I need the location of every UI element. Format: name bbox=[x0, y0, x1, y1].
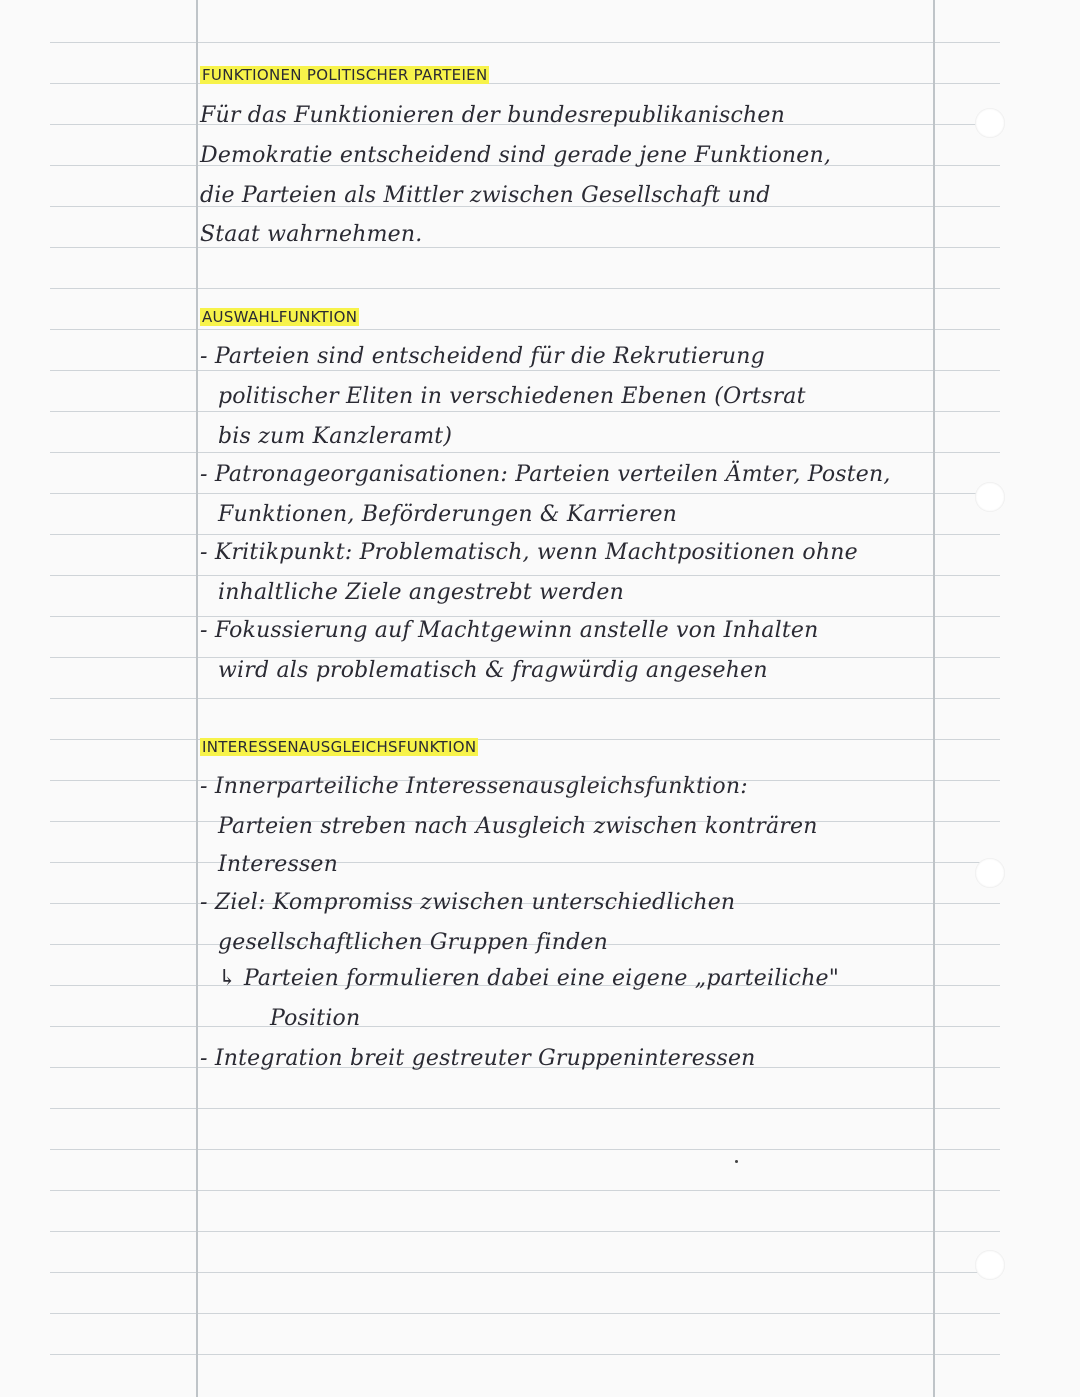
heading-interessenausgleichsfunktion bbox=[200, 738, 478, 756]
rule-line bbox=[50, 1354, 1000, 1355]
auswahl-line: bis zum Kanzleramt) bbox=[218, 424, 453, 449]
ink-dot bbox=[735, 1160, 738, 1163]
interessen-line: ↳ Parteien formulieren dabei eine eigene „parteiliche" bbox=[218, 966, 840, 991]
rule-line bbox=[50, 862, 1000, 863]
heading-text: AUSWAHLFUNKTION bbox=[202, 308, 358, 326]
rule-line bbox=[50, 698, 1000, 699]
heading-text: INTERESSENAUSGLEICHSFUNKTION bbox=[202, 738, 477, 756]
rule-line bbox=[50, 411, 1000, 412]
rule-line bbox=[50, 739, 1000, 740]
rule-line bbox=[50, 1272, 1000, 1273]
rule-line bbox=[50, 1190, 1000, 1191]
punch-hole bbox=[975, 482, 1005, 512]
punch-hole bbox=[975, 858, 1005, 888]
punch-hole bbox=[975, 108, 1005, 138]
right-margin-line bbox=[933, 0, 935, 1397]
rule-line bbox=[50, 288, 1000, 289]
rule-line bbox=[50, 370, 1000, 371]
heading-text: FUNKTIONEN POLITISCHER PARTEIEN bbox=[202, 66, 488, 84]
interessen-line: - Ziel: Kompromiss zwischen unterschiedlichen bbox=[200, 890, 736, 915]
intro-line: die Parteien als Mittler zwischen Gesellschaft und bbox=[200, 183, 771, 208]
rule-line bbox=[50, 1149, 1000, 1150]
rule-line bbox=[50, 83, 1000, 84]
rule-line bbox=[50, 1108, 1000, 1109]
rule-line bbox=[50, 1231, 1000, 1232]
interessen-line: Interessen bbox=[218, 852, 339, 877]
intro-line: Für das Funktionieren der bundesrepublikanischen bbox=[200, 103, 785, 128]
punch-hole bbox=[975, 1250, 1005, 1280]
auswahl-line: wird als problematisch & fragwürdig angesehen bbox=[218, 658, 768, 683]
heading-funktionen bbox=[200, 66, 489, 84]
auswahl-line: - Kritikpunkt: Problematisch, wenn Machtpositionen ohne bbox=[200, 540, 858, 565]
intro-line: Staat wahrnehmen. bbox=[200, 222, 423, 247]
interessen-line: Parteien streben nach Ausgleich zwischen konträren bbox=[218, 814, 818, 839]
auswahl-line: Funktionen, Beförderungen & Karrieren bbox=[218, 502, 678, 527]
rule-line bbox=[50, 452, 1000, 453]
left-margin-line bbox=[196, 0, 198, 1397]
intro-line: Demokratie entscheidend sind gerade jene Funktionen, bbox=[200, 143, 832, 168]
rule-line bbox=[50, 575, 1000, 576]
rule-line bbox=[50, 1026, 1000, 1027]
interessen-line: gesellschaftlichen Gruppen finden bbox=[218, 930, 608, 955]
rule-line bbox=[50, 534, 1000, 535]
interessen-line: Position bbox=[270, 1006, 361, 1031]
rule-line bbox=[50, 247, 1000, 248]
rule-line bbox=[50, 1313, 1000, 1314]
rule-line bbox=[50, 616, 1000, 617]
heading-auswahlfunktion bbox=[200, 308, 359, 326]
auswahl-line: - Parteien sind entscheidend für die Rekrutierung bbox=[200, 344, 765, 369]
rule-line bbox=[50, 329, 1000, 330]
rule-line bbox=[50, 42, 1000, 43]
interessen-line: - Innerparteiliche Interessenausgleichsfunktion: bbox=[200, 774, 748, 799]
auswahl-line: inhaltliche Ziele angestrebt werden bbox=[218, 580, 624, 605]
auswahl-line: - Patronageorganisationen: Parteien verteilen Ämter, Posten, bbox=[200, 462, 891, 487]
interessen-line: - Integration breit gestreuter Gruppeninteressen bbox=[200, 1046, 756, 1071]
auswahl-line: politischer Eliten in verschiedenen Ebenen (Ortsrat bbox=[218, 384, 806, 409]
rule-line bbox=[50, 493, 1000, 494]
auswahl-line: - Fokussierung auf Machtgewinn anstelle von Inhalten bbox=[200, 618, 819, 643]
